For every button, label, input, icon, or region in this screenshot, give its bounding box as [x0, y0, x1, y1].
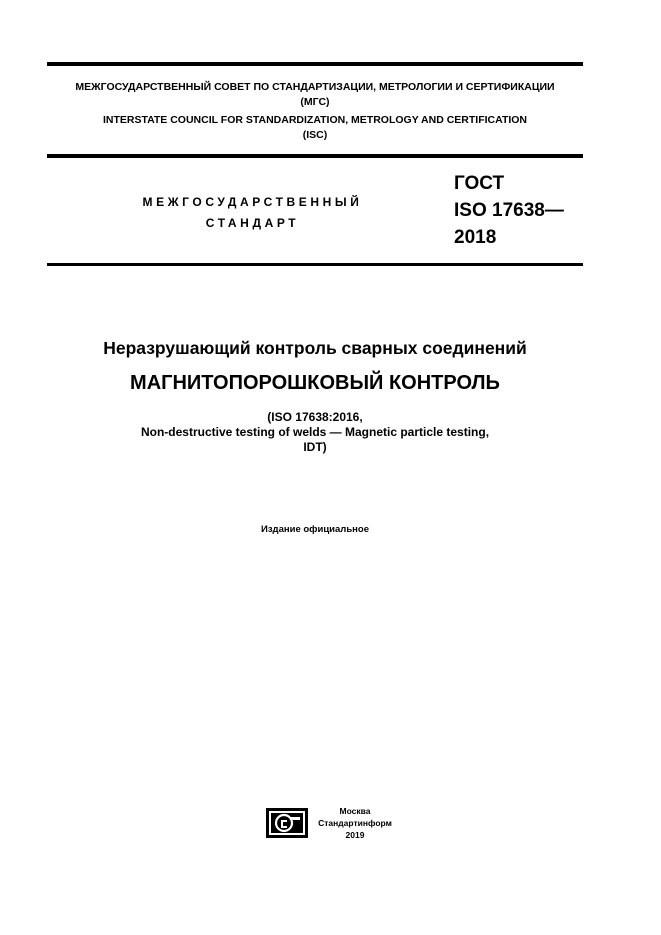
gost-designation — [454, 170, 564, 251]
iso-ref-line1: (ISO 17638:2016, — [267, 410, 363, 424]
gost-line1: ГОСТ — [454, 173, 505, 194]
top-rule — [47, 62, 583, 66]
gost-line3: 2018 — [454, 227, 497, 248]
publisher-name: Стандартинформ — [318, 818, 392, 828]
council-name-en — [47, 113, 583, 143]
bottom-rule — [47, 263, 583, 266]
iso-ref-line2: Non-destructive testing of welds — Magnetic particle testing, — [140, 425, 490, 439]
subtitle-ru: Неразрушающий контроль сварных соединений — [103, 338, 527, 358]
document-title: МАГНИТОПОРОШКОВЫЙ КОНТРОЛЬ — [130, 372, 500, 394]
standard-type — [120, 192, 385, 234]
standard-type-line2: СТАНДАРТ — [205, 216, 300, 230]
publisher-city: Москва — [339, 806, 371, 816]
standard-type-line1: МЕЖГОСУДАРСТВЕННЫЙ — [142, 195, 363, 209]
publisher-year: 2019 — [345, 830, 365, 840]
iso-reference — [0, 410, 630, 455]
edition-note: Издание официальное — [261, 524, 369, 535]
council-ru-text: МЕЖГОСУДАРСТВЕННЫЙ СОВЕТ ПО СТАНДАРТИЗАЦИИ, МЕТРОЛОГИИ И СЕРТИФИКАЦИИ — [75, 81, 555, 93]
council-ru-abbr: (МГС) — [300, 96, 330, 108]
gost-line2: ISO 17638— — [454, 200, 564, 221]
publisher-logo-icon — [266, 808, 308, 838]
council-en-text: INTERSTATE COUNCIL FOR STANDARDIZATION, METROLOGY AND CERTIFICATION — [102, 114, 528, 126]
iso-ref-line3: IDT) — [303, 440, 327, 454]
publisher-info — [310, 805, 400, 841]
council-en-abbr: (ISC) — [302, 129, 328, 141]
middle-rule — [47, 154, 583, 158]
council-name-ru — [47, 80, 583, 110]
